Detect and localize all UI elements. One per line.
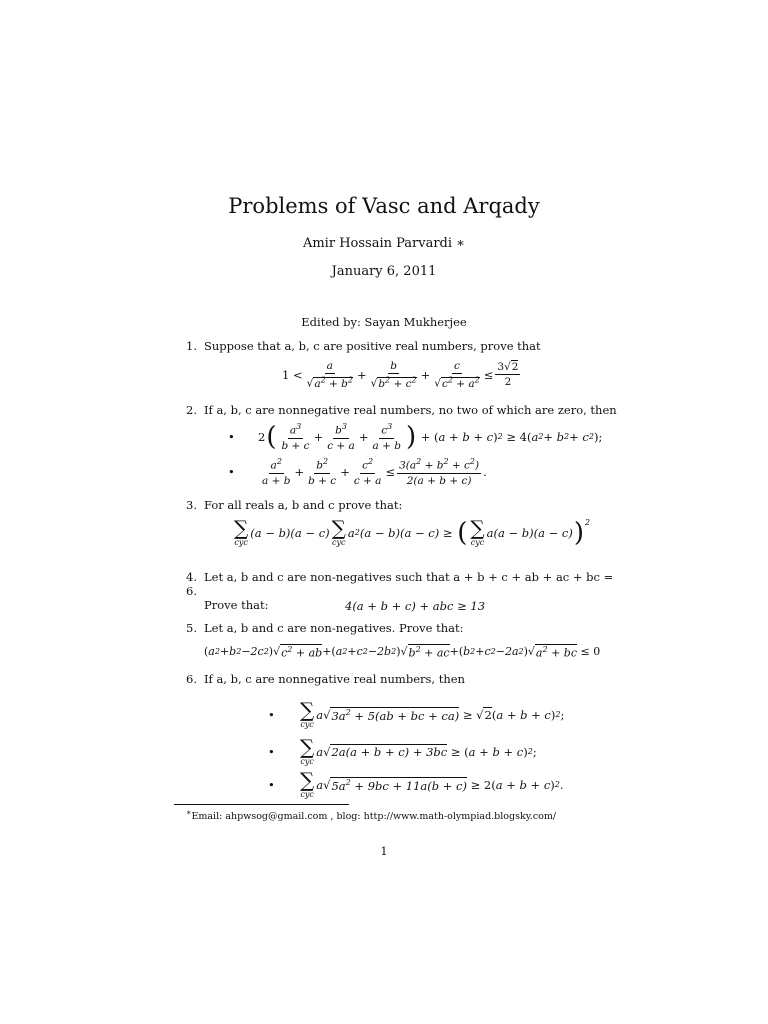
problem-text-2: Prove that:	[204, 598, 269, 612]
problem-number: 5.	[186, 621, 197, 635]
problem-number: 6.	[186, 672, 197, 686]
problem-text: If a, b, c are nonnegative real numbers, then	[204, 672, 465, 686]
footnote-text: Email: ahpwsog@gmail.com , blog: http://www.math-olympiad.blogsky.com/	[191, 811, 557, 823]
problem-text: Let a, b and c are non-negatives. Prove that:	[204, 621, 464, 635]
problem-3-equation: ∑ cyc (a − b)(a − c) ∑ cyc a 2 (a − b)(a − c) ≥ ( ∑ cyc a(a − b)(a − c) ) $^2$	[234, 516, 591, 548]
author	[0, 236, 768, 251]
problem-number: 3.	[186, 498, 197, 512]
page-number: 1	[380, 845, 388, 858]
problem-2	[186, 403, 626, 417]
problem-text: Suppose that a, b, c are positive real numbers, prove that	[204, 339, 541, 353]
page-title: Problems of Vasc and Arqady	[228, 194, 540, 218]
problem-number: 2.	[186, 403, 197, 417]
footnote	[186, 808, 556, 822]
problem-2-bullet-1: • 2 ( $\frac{a^3}{b + c}$ + $\frac{b^3}{c + a}$ + $\frac{c^3}{a + b}$ ) + ( a + b + c ) 2 ≥ 4( a 2 + b 2 + c 2 );	[228, 421, 603, 452]
problem-number: 1.	[186, 339, 197, 353]
editor-credit: Edited by: Sayan Mukherjee	[301, 315, 467, 329]
problem-6-bullet-2: • ∑ cyc a√ 2a(a + b + c) + 3bc ≥ ( a + b + c ) 2 ;	[268, 735, 537, 766]
problem-6-bullet-3: • ∑ cyc a√ $5a^2 + 9bc + 11a(b + c)$ ≥ 2( a + b + c ) 2 .	[268, 768, 564, 799]
problem-1	[186, 339, 626, 353]
problem-2-bullet-2: • $\frac{a^2}{a + b}$ + $\frac{b^2}{b + c}$ + $\frac{c^2}{c + a}$ ≤ $\frac{3(a^2 + b^2 + c^2)}{2(a + b + c)}$ .	[228, 457, 487, 487]
author-name: Amir Hossain Parvardi	[302, 236, 453, 251]
date: January 6, 2011	[331, 264, 437, 279]
problem-5	[186, 621, 626, 635]
problem-text: For all reals a, b and c prove that:	[204, 498, 403, 512]
problem-number: 4.	[186, 570, 197, 584]
problem-4-equation: 4(a + b + c) + abc ≥ 13	[345, 599, 486, 613]
problem-6-bullet-1: • ∑ cyc a√ $3a^2 + 5(ab$ + bc + ca) ≥ √2( a + b + c ) 2 ;	[268, 698, 565, 729]
problem-5-equation: ( a 2 +b 2 −2c 2 ) √ $c^2$ + ab + ( a 2 +c 2 −2b 2 ) √ $b^2$ + ac + ( b 2 +c 2 −2a 2 ) √ $a^2$ + bc ≤ 0	[204, 645, 601, 660]
footnote-rule	[174, 804, 349, 805]
problem-3	[186, 498, 626, 512]
problem-6	[186, 672, 626, 686]
problem-text: If a, b, c are nonnegative real numbers, no two of which are zero, then	[204, 403, 617, 417]
problem-1-equation: 1 < $\frac{a}{√a^2 + b^2}$ + $\frac{b}{√b^2 + c^2}$ + $\frac{c}{√c^2 + a^2}$ ≤ $\frac{3√2}{2}$	[282, 360, 519, 390]
author-footnote-mark: ∗	[456, 236, 466, 251]
problem-text: Let a, b and c are non-negatives such that a + b + c + ab + ac + bc = 6.	[186, 570, 614, 598]
footnote-mark: ∗	[186, 808, 192, 817]
